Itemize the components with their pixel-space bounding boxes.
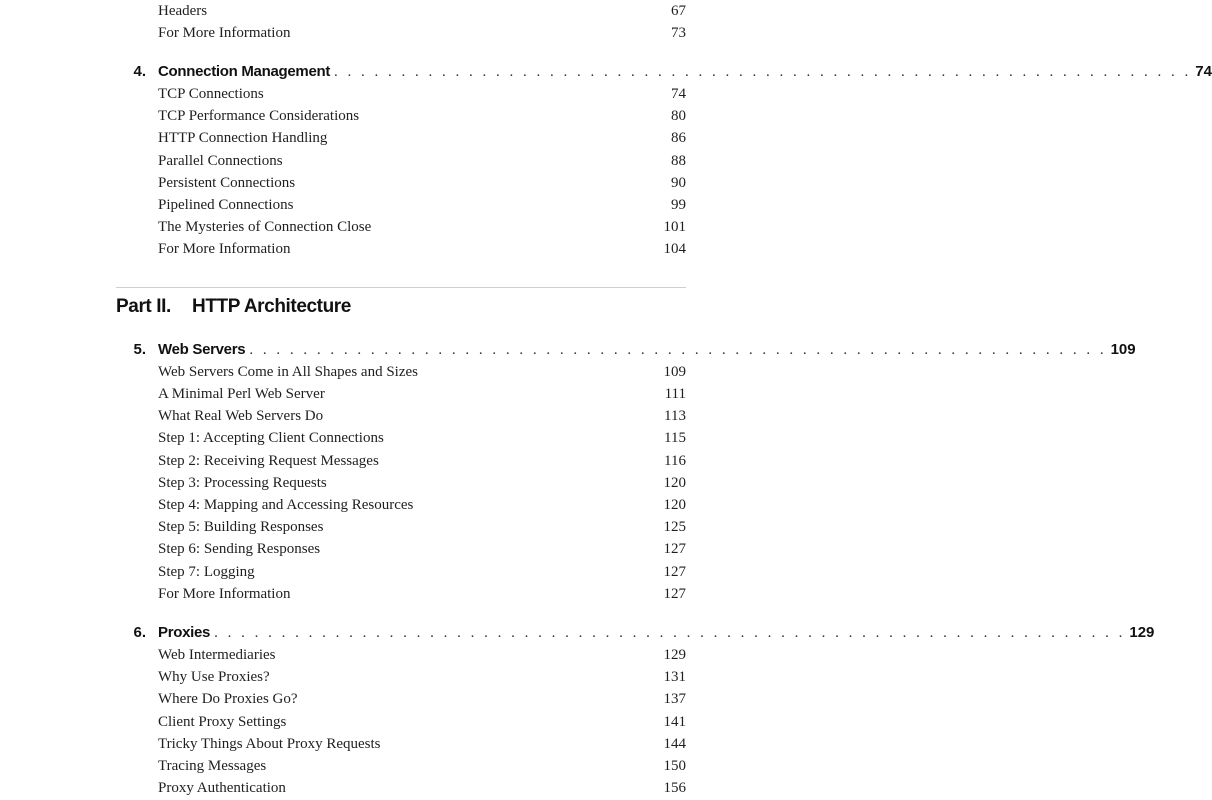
toc-entry-page: 137 <box>663 691 686 707</box>
chapter-number: 4. <box>133 63 146 80</box>
toc-entry <box>158 405 686 427</box>
toc-entry-title: Step 4: Mapping and Accessing Resources <box>158 497 414 513</box>
toc-entry-title: HTTP Connection Handling <box>158 130 328 146</box>
toc-entry-page: 74 <box>671 86 686 102</box>
toc-entry-title: Step 3: Processing Requests <box>158 475 327 491</box>
toc-entry <box>158 733 686 755</box>
toc-entry <box>158 127 686 149</box>
toc-entry-title: Headers <box>158 3 208 19</box>
toc-entry-title: Client Proxy Settings <box>158 714 287 730</box>
toc-entry-page: 127 <box>663 586 686 602</box>
toc-entry <box>158 711 686 733</box>
toc-entry-title: The Mysteries of Connection Close <box>158 219 372 235</box>
toc-entry <box>158 583 686 605</box>
toc-entry <box>158 361 686 383</box>
toc-entry-title: Persistent Connections <box>158 175 296 191</box>
toc-entry-page: 115 <box>664 430 686 446</box>
toc-entry-page: 125 <box>663 519 686 535</box>
toc-entry <box>158 216 686 238</box>
toc-entry <box>158 450 686 472</box>
toc-entry-page: 120 <box>663 475 686 491</box>
toc-entry-page: 80 <box>671 108 686 124</box>
toc-entry-title: Why Use Proxies? <box>158 669 270 685</box>
toc-entry-page: 131 <box>663 669 686 685</box>
chapter-page: 74 <box>1195 63 1212 80</box>
toc-entry-page: 127 <box>663 564 686 580</box>
toc-entry-page: 99 <box>671 197 686 213</box>
toc-entry-title: Step 2: Receiving Request Messages <box>158 453 379 469</box>
toc-entry-page: 144 <box>663 736 686 752</box>
toc-entry <box>158 472 686 494</box>
toc-entry-page: 90 <box>671 175 686 191</box>
toc-entry <box>158 427 686 449</box>
part-title: HTTP Architecture <box>192 296 351 317</box>
toc-entry-page: 120 <box>663 497 686 513</box>
toc-entry-title: For More Information <box>158 241 291 257</box>
toc-entry-page: 73 <box>671 25 686 41</box>
toc-entry-title: Tricky Things About Proxy Requests <box>158 736 381 752</box>
toc-entry-page: 127 <box>663 541 686 557</box>
toc-entry-title: Step 6: Sending Responses <box>158 541 321 557</box>
chapter-title: Web Servers <box>158 341 246 358</box>
toc-entry-title: Where Do Proxies Go? <box>158 691 298 707</box>
toc-entry <box>158 105 686 127</box>
chapter-number: 5. <box>133 341 146 358</box>
toc-entry <box>158 644 686 666</box>
toc-entry <box>158 688 686 710</box>
toc-entry-title: TCP Connections <box>158 86 264 102</box>
toc-entry-page: 101 <box>663 219 686 235</box>
chapter-heading <box>120 60 1212 84</box>
toc-entry <box>158 516 686 538</box>
chapter-title: Connection Management <box>158 63 331 80</box>
toc-entry-title: For More Information <box>158 25 291 41</box>
chapter-number: 6. <box>133 624 146 641</box>
toc-entry-title: Web Intermediaries <box>158 647 276 663</box>
toc-entry <box>158 755 686 777</box>
toc-entry <box>158 666 686 688</box>
toc-entry-title: For More Information <box>158 586 291 602</box>
dot-leader: . . . . . . . . . . . . . . . . . . . . . . . . . . . . . . . . . . . . . . . . . . . . . . . . . . . . . . . . . . . . . . . . <box>249 342 1107 358</box>
chapter-heading <box>120 621 1155 645</box>
toc-entry-page: 129 <box>663 647 686 663</box>
part-heading <box>116 293 351 321</box>
chapter-heading <box>120 338 1136 362</box>
toc-entry-page: 141 <box>663 714 686 730</box>
toc-entry <box>158 0 686 22</box>
toc-entry-title: Pipelined Connections <box>158 197 294 213</box>
toc-entry <box>158 383 686 405</box>
toc-entry-title: What Real Web Servers Do <box>158 408 324 424</box>
dot-leader: . . . . . . . . . . . . . . . . . . . . . . . . . . . . . . . . . . . . . . . . . . . . . . . . . . . . . . . . . . . . . . . . . . . . <box>214 625 1126 641</box>
toc-entry-page: 88 <box>671 153 686 169</box>
toc-entry <box>158 561 686 583</box>
toc-entry <box>158 150 686 172</box>
toc-entry <box>158 172 686 194</box>
part-label: Part II. <box>116 296 171 317</box>
toc-entry-page: 104 <box>663 241 686 257</box>
toc-entry-page: 111 <box>664 386 686 402</box>
dot-leader: . . . . . . . . . . . . . . . . . . . . . . . . . . . . . . . . . . . . . . . . . . . . . . . . . . . . . . . . . . . . . . . . <box>334 64 1192 80</box>
chapter-page: 129 <box>1129 624 1155 641</box>
toc-entry-page: 67 <box>671 3 686 19</box>
toc-entry-title: Parallel Connections <box>158 153 283 169</box>
toc-entry-title: Web Servers Come in All Shapes and Sizes <box>158 364 419 380</box>
toc-entry-page: 116 <box>664 453 686 469</box>
toc-entry-title: Step 5: Building Responses <box>158 519 324 535</box>
toc-entry <box>158 238 686 260</box>
toc-entry <box>158 538 686 560</box>
toc-entry <box>158 777 686 799</box>
toc-entry-page: 109 <box>663 364 686 380</box>
toc-entry <box>158 22 686 44</box>
toc-entry-title: A Minimal Perl Web Server <box>158 386 325 402</box>
toc-entry-page: 86 <box>671 130 686 146</box>
toc-entry-page: 150 <box>663 758 686 774</box>
toc-entry <box>158 194 686 216</box>
toc-entry-page: 113 <box>664 408 686 424</box>
part-divider <box>116 287 686 288</box>
toc-entry <box>158 83 686 105</box>
chapter-page: 109 <box>1110 341 1136 358</box>
toc-entry-title: Tracing Messages <box>158 758 267 774</box>
toc-entry-title: TCP Performance Considerations <box>158 108 360 124</box>
toc-entry-title: Step 1: Accepting Client Connections <box>158 430 384 446</box>
toc-entry-page: 156 <box>663 780 686 796</box>
toc-entry-title: Step 7: Logging <box>158 564 255 580</box>
toc-entry <box>158 494 686 516</box>
toc-entry-title: Proxy Authentication <box>158 780 286 796</box>
chapter-title: Proxies <box>158 624 211 641</box>
